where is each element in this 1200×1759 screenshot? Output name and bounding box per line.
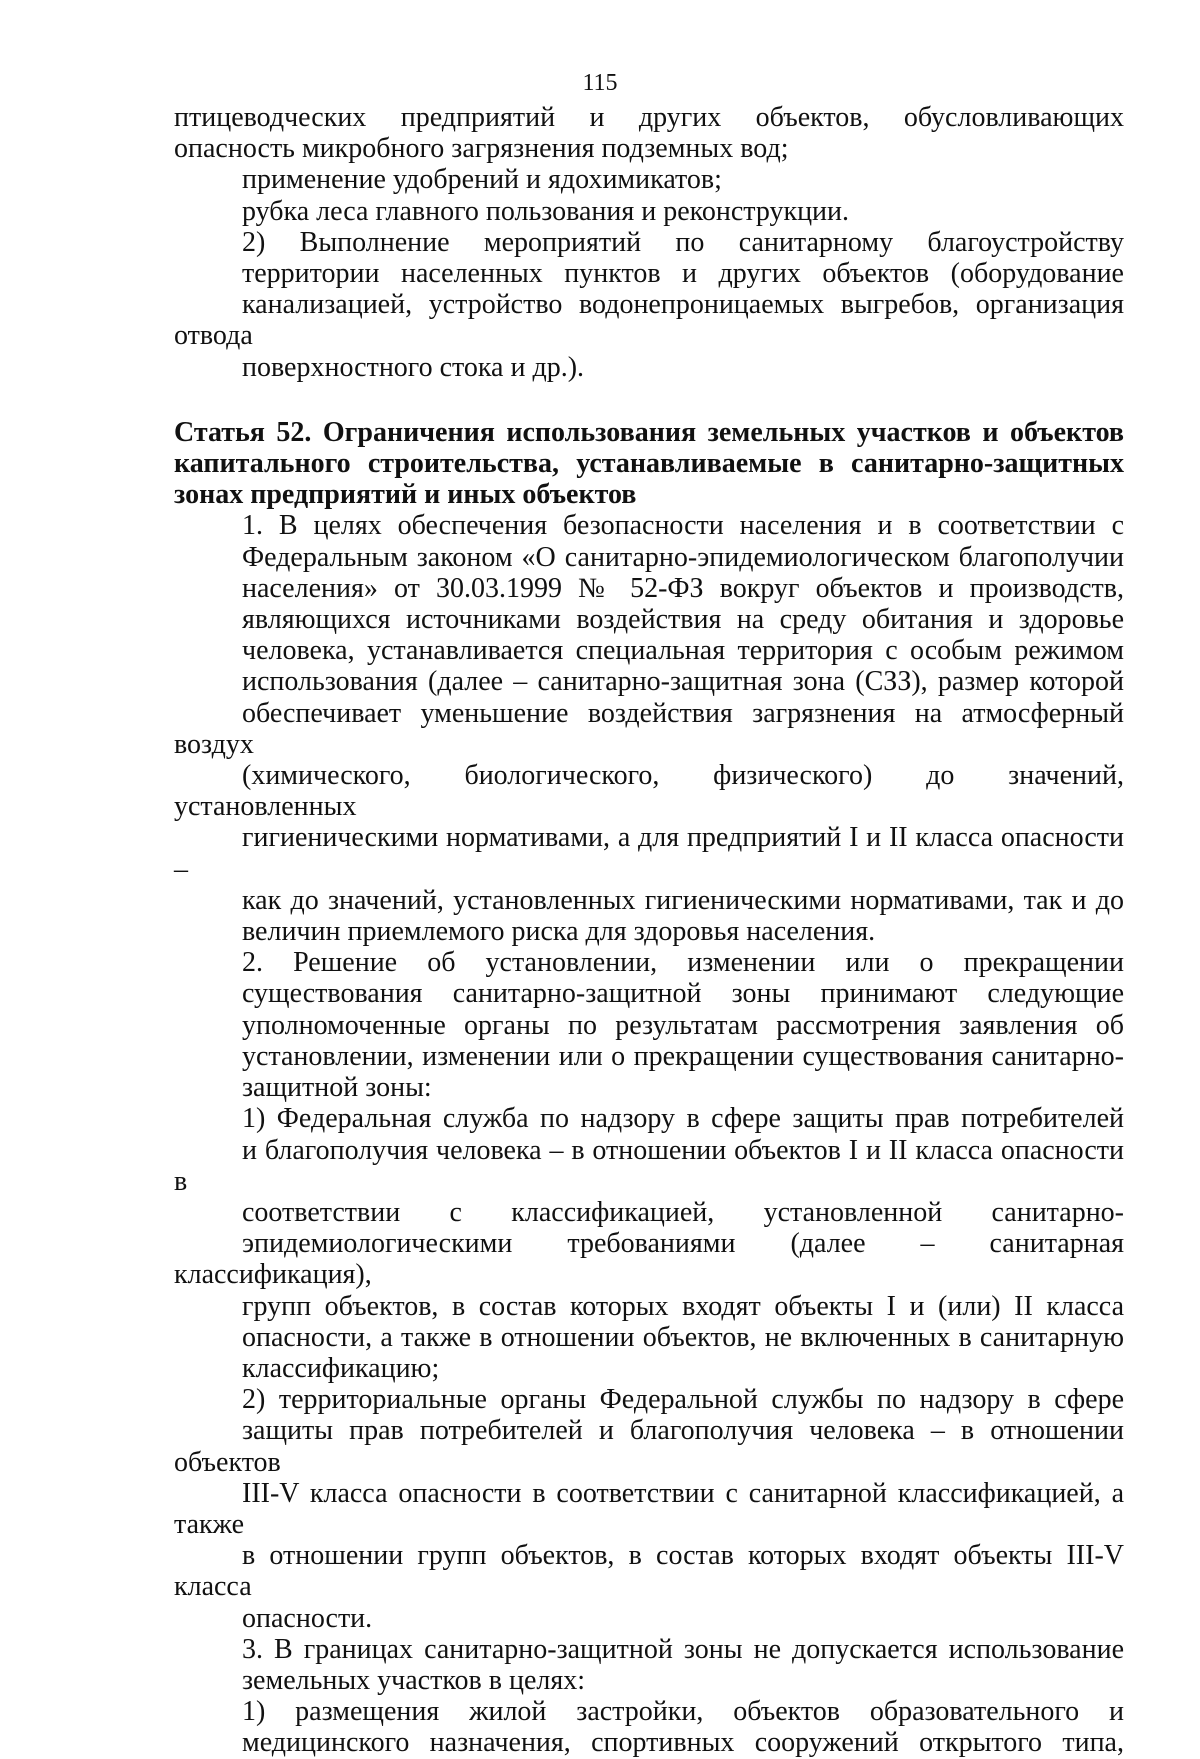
text-line: эпидемиологическими требованиями (далее – санитарная классификация), bbox=[174, 1228, 1124, 1291]
page-number: 115 bbox=[582, 70, 618, 96]
text-line: 2) территориальные органы Федеральной службы по надзору в сфере bbox=[242, 1384, 1124, 1416]
text-line: опасности. bbox=[242, 1602, 373, 1634]
document-body bbox=[174, 102, 1124, 1759]
text-line: опасности, а также в отношении объектов, не включенных в санитарную bbox=[242, 1321, 1124, 1353]
paragraph-continuation bbox=[174, 102, 1124, 164]
text-line: защитной зоны: bbox=[242, 1072, 432, 1104]
text-line: опасность микробного загрязнения подземных вод; bbox=[174, 133, 789, 165]
text-line: 1. В целях обеспечения безопасности населения и в соответствии с bbox=[242, 510, 1124, 542]
paragraph-sanitary-improvement bbox=[174, 227, 1124, 383]
paragraph-subclause-2-1 bbox=[174, 1103, 1124, 1384]
text-line: населения» от 30.03.1999 № 52-ФЗ вокруг объектов и производств, bbox=[242, 572, 1124, 604]
text-line: рубка леса главного пользования и реконструкции. bbox=[242, 195, 850, 227]
text-line: канализацией, устройство водонепроницаемых выгребов, организация отвода bbox=[174, 289, 1124, 352]
text-line: человека, устанавливается специальная территория с особым режимом bbox=[242, 635, 1124, 667]
text-line: земельных участков в целях: bbox=[242, 1664, 586, 1696]
article-heading bbox=[174, 417, 1124, 511]
text-line: Федеральным законом «О санитарно-эпидемиологическом благополучии bbox=[242, 541, 1124, 573]
text-line: применение удобрений и ядохимикатов; bbox=[242, 164, 722, 196]
text-line: являющихся источниками воздействия на среду обитания и здоровье bbox=[242, 604, 1124, 636]
heading-line: зонах предприятий и иных объектов bbox=[174, 479, 637, 511]
text-line: групп объектов, в состав которых входят объекты I и (или) II класса bbox=[242, 1290, 1124, 1322]
text-line: как до значений, установленных гигиеническими нормативами, так и до bbox=[242, 884, 1124, 916]
text-line: уполномоченные органы по результатам рассмотрения заявления об bbox=[242, 1009, 1124, 1041]
text-line: существования санитарно-защитной зоны принимают следующие bbox=[242, 978, 1124, 1010]
list-item-logging bbox=[174, 196, 1124, 227]
text-line: в отношении групп объектов, в состав которых входят объекты III-V класса bbox=[174, 1540, 1124, 1603]
text-line: соответствии с классификацией, установленной санитарно- bbox=[242, 1196, 1124, 1228]
text-line: гигиеническими нормативами, а для предприятий I и II класса опасности – bbox=[174, 822, 1124, 885]
paragraph-clause-3 bbox=[174, 1634, 1124, 1696]
text-line: обеспечивает уменьшение воздействия загрязнения на атмосферный воздух bbox=[174, 697, 1124, 760]
text-line: медицинского назначения, спортивных сооружений открытого типа, bbox=[242, 1727, 1124, 1759]
text-line: территории населенных пунктов и других объектов (оборудование bbox=[242, 258, 1124, 290]
text-line: 2) Выполнение мероприятий по санитарному благоустройству bbox=[242, 226, 1124, 258]
text-line: использования (далее – санитарно-защитная зона (СЗЗ), размер которой bbox=[242, 666, 1124, 698]
heading-line: капитального строительства, устанавливаемые в санитарно-защитных bbox=[174, 448, 1124, 480]
list-item-fertilizers bbox=[174, 164, 1124, 195]
text-line: птицеводческих предприятий и других объектов, обусловливающих bbox=[174, 102, 1124, 133]
text-line: классификацию; bbox=[242, 1352, 440, 1384]
text-line: 2. Решение об установлении, изменении или о прекращении bbox=[242, 947, 1124, 979]
text-line: установлении, изменении или о прекращении существования санитарно- bbox=[242, 1040, 1124, 1072]
text-line: поверхностного стока и др.). bbox=[242, 351, 585, 383]
text-line: величин приемлемого риска для здоровья населения. bbox=[242, 916, 876, 948]
text-line: 1) Федеральная служба по надзору в сфере защиты прав потребителей bbox=[242, 1103, 1124, 1135]
paragraph-subclause-3-1 bbox=[174, 1696, 1124, 1758]
text-line: (химического, биологического, физического) до значений, установленных bbox=[174, 760, 1124, 823]
heading-line: Статья 52. Ограничения использования земельных участков и объектов bbox=[174, 416, 1124, 448]
text-line: защиты прав потребителей и благополучия человека – в отношении объектов bbox=[174, 1415, 1124, 1478]
text-line: и благополучия человека – в отношении объектов I и II класса опасности в bbox=[174, 1134, 1124, 1197]
paragraph-clause-1 bbox=[174, 510, 1124, 947]
paragraph-subclause-2-2 bbox=[174, 1384, 1124, 1634]
text-line: 3. В границах санитарно-защитной зоны не допускается использование bbox=[242, 1633, 1124, 1665]
text-line: III-V класса опасности в соответствии с санитарной классификацией, а также bbox=[174, 1477, 1124, 1540]
text-line: 1) размещения жилой застройки, объектов образовательного и bbox=[242, 1696, 1124, 1728]
paragraph-clause-2 bbox=[174, 947, 1124, 1103]
